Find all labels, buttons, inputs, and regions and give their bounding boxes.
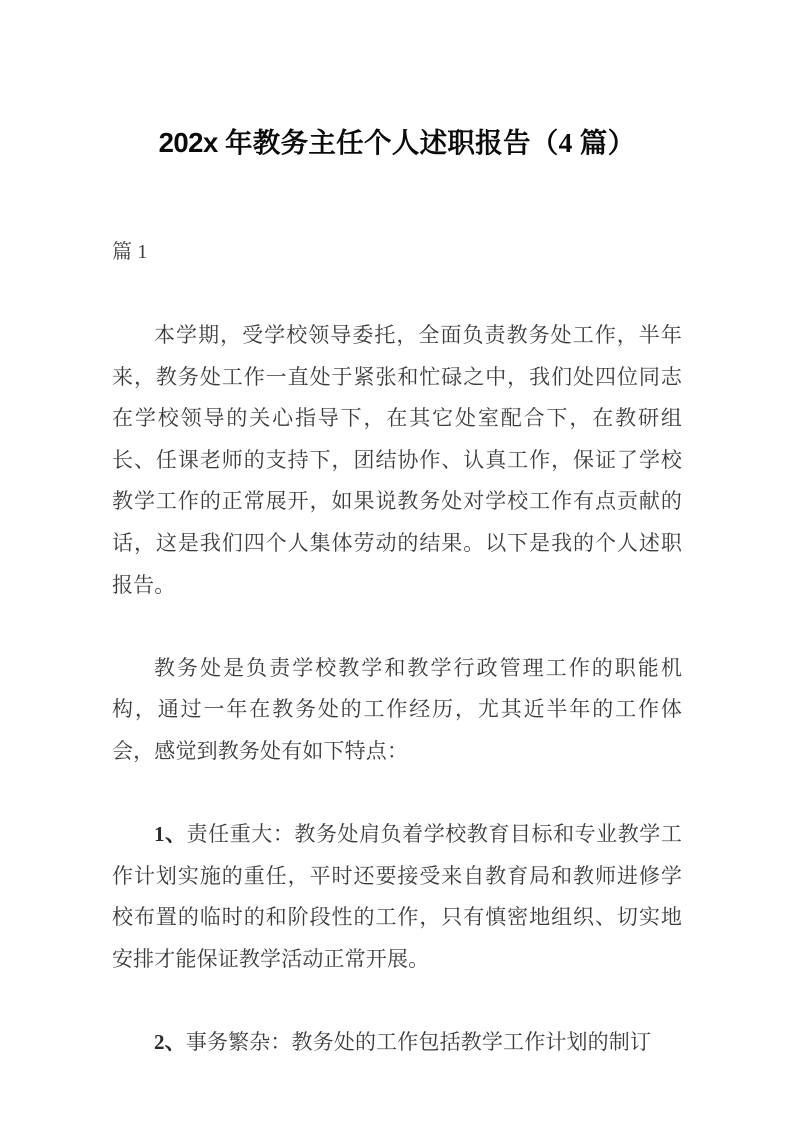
page-title xyxy=(112,122,682,163)
list-number: 1、 xyxy=(154,822,187,847)
body-paragraph-1: 本学期，受学校领导委托，全面负责教务处工作，半年来，教务处工作一直处于紧张和忙碌之中，我们处四位同志在学校领导的关心指导下，在其它处室配合下，在教研组长、任课老师的支持下，团结协作、认真工作，保证了学校教学工作的正常展开，如果说教务处对学校工作有点贡献的话，这是我们四个人集体劳动的结果。以下是我的个人述职报告。 xyxy=(112,323,682,597)
document-content-column xyxy=(112,0,682,1064)
body-paragraph-4: 2、事务繁杂：教务处的工作包括教学工作计划的制订 xyxy=(154,1030,652,1055)
body-paragraph-3: 1、责任重大：教务处肩负着学校教育目标和专业教学工作计划实施的重任，平时还要接受来自教育局和教师进修学校布置的临时的和阶段性的工作，只有慎密地组织、切实地安排才能保证教学活动正常开展。 xyxy=(112,822,682,971)
body-paragraph-2: 教务处是负责学校教学和教学行政管理工作的职能机构，通过一年在教务处的工作经历，尤其近半年的工作体会，感觉到教务处有如下特点： xyxy=(112,655,682,764)
section-marker xyxy=(112,232,682,274)
page-title-year: 202x xyxy=(158,127,218,158)
section-marker-label: 篇 xyxy=(112,241,133,263)
section-marker-number: 1 xyxy=(137,241,148,263)
list-number: 2、 xyxy=(154,1030,186,1055)
page-title-text: 年教务主任个人述职报告（4 篇） xyxy=(224,127,636,158)
